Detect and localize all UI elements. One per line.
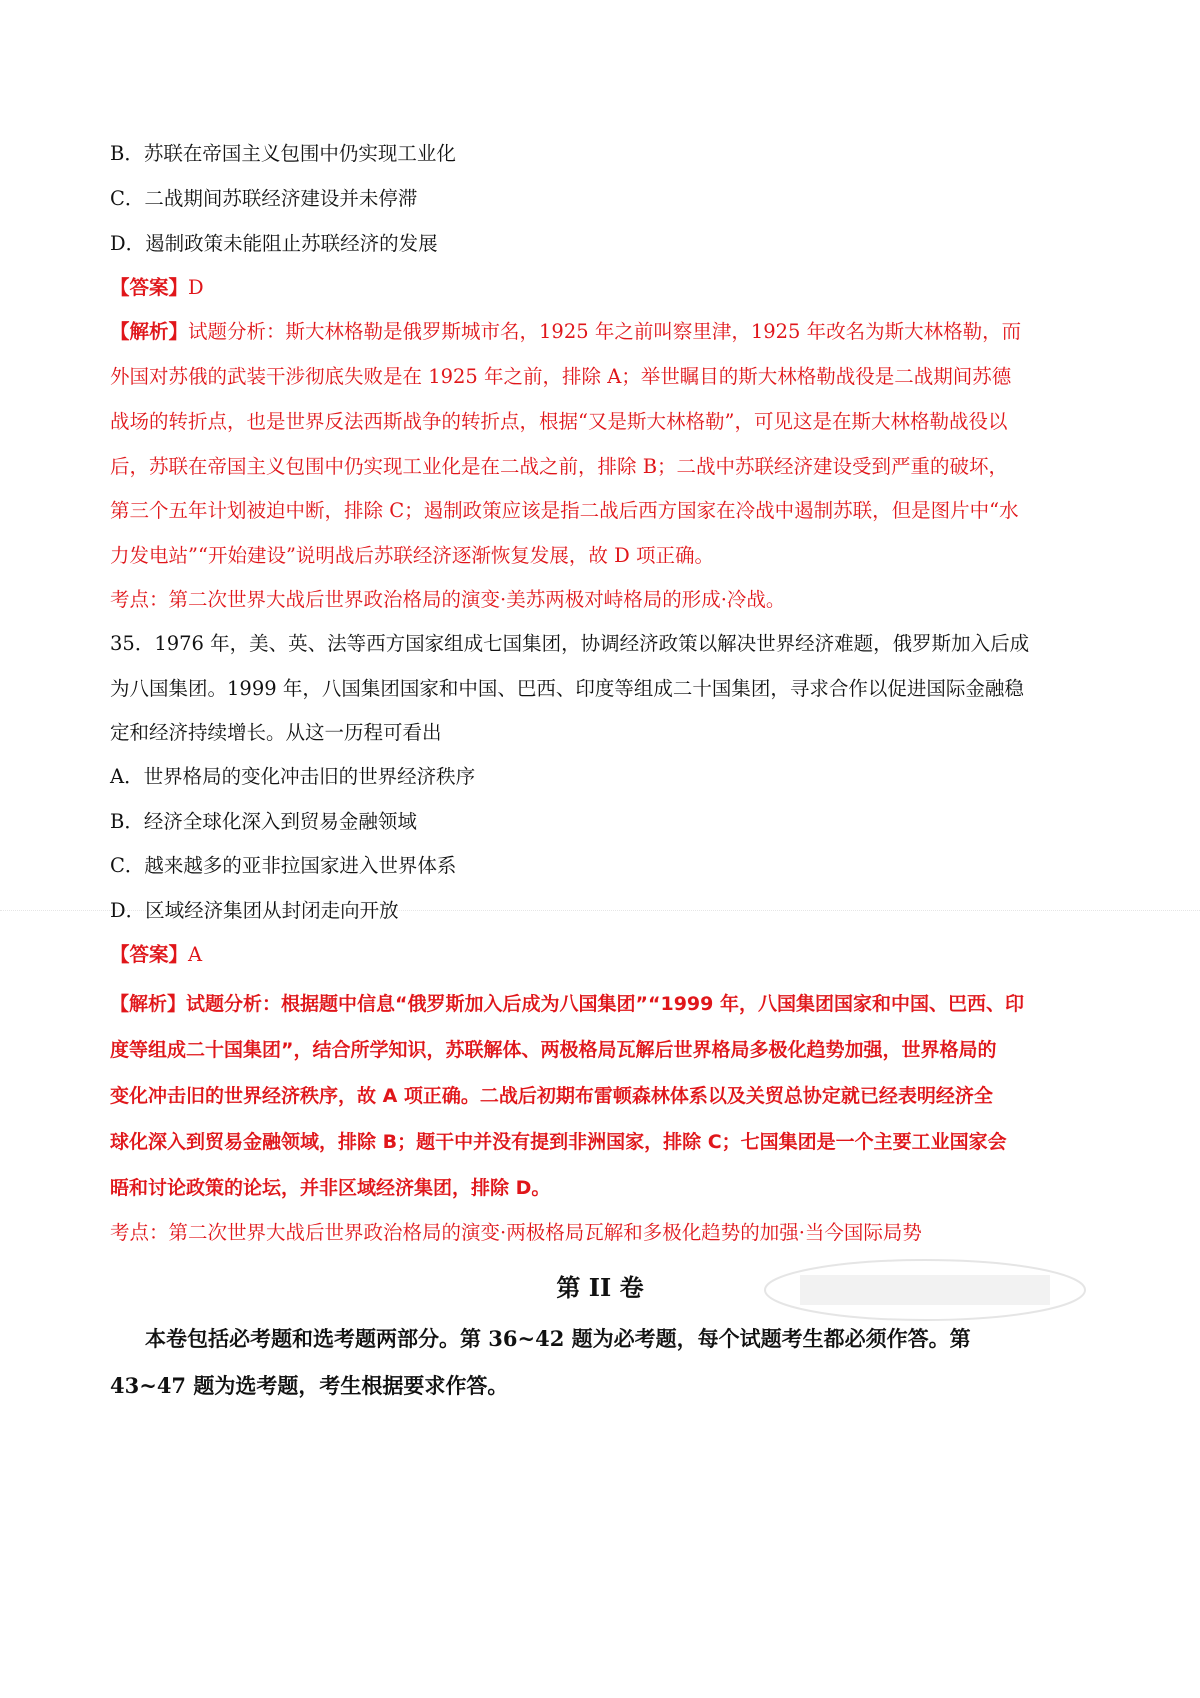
analysis-q35-line-3: 变化冲击旧的世界经济秩序，故 A 项正确。二战后初期布雷顿森林体系以及关贸总协定就已经表明经济全 [110,1085,993,1107]
answer-value: D [188,276,204,299]
option-q35-b: B．经济全球化深入到贸易金融领域 [110,810,417,833]
question-35-line-1: 35．1976 年，美、英、法等西方国家组成七国集团，协调经济政策以解决世界经济难题，俄罗斯加入后成 [110,632,1030,655]
answer-label: 【答案】 [110,276,189,299]
analysis-q35-line-5: 晤和讨论政策的论坛，并非区域经济集团，排除 D。 [110,1177,551,1199]
option-q34-d: D．遏制政策未能阻止苏联经济的发展 [110,232,438,255]
section-intro-line-1: 本卷包括必考题和选考题两部分。第 36~42 题为必考题，每个试题考生都必须作答。第 [145,1326,971,1351]
answer-label: 【答案】 [110,943,189,966]
analysis-text: 试题分析：斯大林格勒是俄罗斯城市名，1925 年之前叫察里津，1925 年改名为斯大林格勒，而 [188,320,1022,343]
analysis-q34-line-3: 战场的转折点，也是世界反法西斯战争的转折点，根据“又是斯大林格勒”，可见这是在斯大林格勒战役以 [110,410,1008,433]
answer-q34 [110,274,204,302]
kaodian-q34: 考点：第二次世界大战后世界政治格局的演变·美苏两极对峙格局的形成·冷战。 [110,588,786,611]
analysis-q34-line-6: 力发电站”“开始建设”说明战后苏联经济逐渐恢复发展，故 D 项正确。 [110,544,714,567]
section-intro-line-2: 43~47 题为选考题，考生根据要求作答。 [110,1373,509,1398]
analysis-q34-line-2: 外国对苏俄的武装干涉彻底失败是在 1925 年之前，排除 A；举世瞩目的斯大林格勒战役是二战期间苏德 [110,365,1012,388]
option-q35-a: A．世界格局的变化冲击旧的世界经济秩序 [110,765,476,788]
analysis-q35-line-4: 球化深入到贸易金融领域，排除 B；题干中并没有提到非洲国家，排除 C；七国集团是一个主要工业国家会 [110,1131,1007,1153]
question-35-line-2: 为八国集团。1999 年，八国集团国家和中国、巴西、印度等组成二十国集团，寻求合作以促进国际金融稳 [110,677,1024,700]
analysis-q34-line-1 [110,318,1021,346]
option-q34-c: C．二战期间苏联经济建设并未停滞 [110,187,418,210]
analysis-label: 【解析】 [110,993,187,1015]
answer-q35 [110,941,202,969]
analysis-q34-line-4: 后，苏联在帝国主义包围中仍实现工业化是在二战之前，排除 B；二战中苏联经济建设受到严重的破坏， [110,455,1009,478]
section-title: 第 II 卷 [556,1273,644,1302]
question-35-line-3: 定和经济持续增长。从这一历程可看出 [110,721,442,744]
option-q34-b: B．苏联在帝国主义包围中仍实现工业化 [110,142,456,165]
analysis-q34-line-5: 第三个五年计划被迫中断，排除 C；遏制政策应该是指二战后西方国家在冷战中遏制苏联，但是图片中“水 [110,499,1019,522]
option-q35-c: C．越来越多的亚非拉国家进入世界体系 [110,854,457,877]
kaodian-q35: 考点：第二次世界大战后世界政治格局的演变·两极格局瓦解和多极化趋势的加强·当今国际局势 [110,1221,922,1244]
analysis-label: 【解析】 [110,320,189,343]
analysis-q35-line-2: 度等组成二十国集团”，结合所学知识，苏联解体、两极格局瓦解后世界格局多极化趋势加强，世界格局的 [110,1039,997,1061]
option-q35-d: D．区域经济集团从封闭走向开放 [110,899,399,922]
answer-value: A [188,943,203,966]
analysis-q35-line-1 [110,990,1024,1018]
analysis-text: 试题分析：根据题中信息“俄罗斯加入后成为八国集团”“1999 年，八国集团国家和中国、巴西、印 [186,993,1024,1015]
